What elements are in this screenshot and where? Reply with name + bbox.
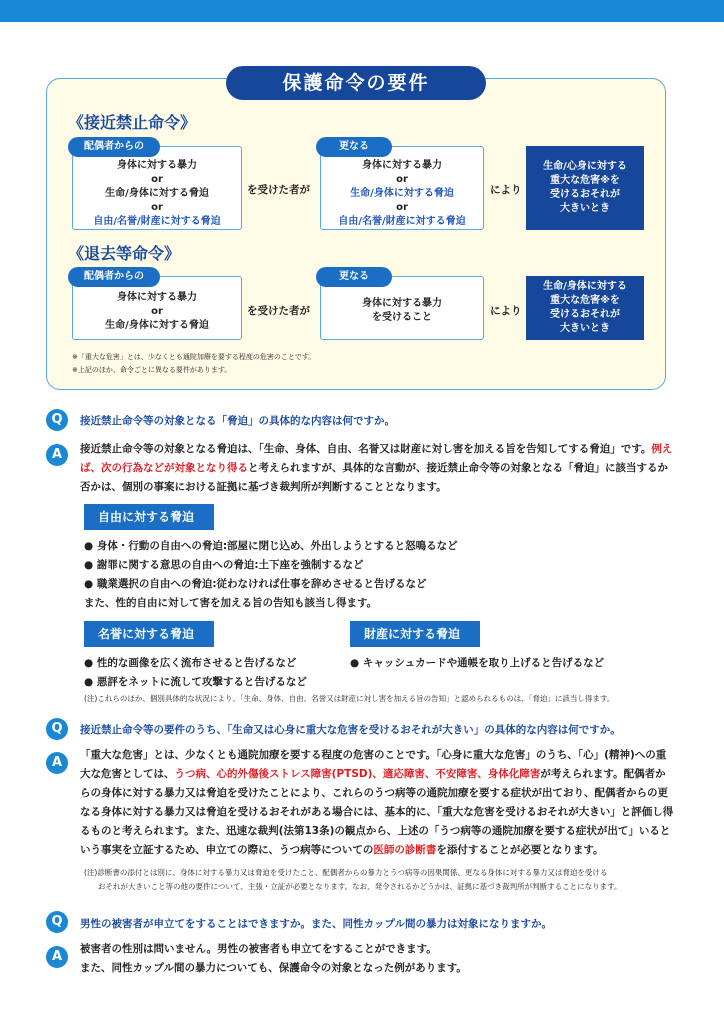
qa1-note: (注)これらのほか、個別具体的な状況により、「生命、身体、自由、名誉又は財産に対し害を加える旨の告知」と認められるものは、「脅迫」に該当し得ます。 <box>84 694 615 703</box>
approach-connector-1: を受けた者が <box>247 184 310 196</box>
qa1-answer-highlight: 例えば、次の行為などが対象となり得る <box>80 443 673 474</box>
qa1-answer <box>80 440 674 497</box>
qa2-answer-highlight: 医師の診断書 <box>373 844 437 856</box>
box-line: 生命/身体に対する脅迫 <box>350 188 454 199</box>
requirements-note-2: ※上記のほか、命令ごとに異なる要件があります。 <box>72 366 232 374</box>
qa3-answer-1: 被害者の性別は問いません。男性の被害者も申立てをすることができます。 <box>80 943 437 955</box>
requirements-title: 保護命令の要件 <box>226 66 486 100</box>
box-line: 自由/名誉/財産に対する脅迫 <box>93 216 221 227</box>
box-line: 自由/名誉/財産に対する脅迫 <box>338 216 466 227</box>
box-line: 身体に対する暴力 <box>117 292 197 303</box>
approach-box-2 <box>320 146 484 230</box>
result-line: 受けるおそれが <box>550 189 620 200</box>
qa3-question: 男性の被害者が申立てをすることはできますか。また、同性カップル間の暴力は対象になりますか。 <box>80 918 552 930</box>
box-line: or <box>396 202 408 213</box>
qa1-answer-part: と考えられますが、具体的な言動が、接近禁止命令等の対象となる「脅迫」に該当するか否かは、個別の事案における証拠に基づき裁判所が判断することとなります。 <box>80 462 668 493</box>
eviction-result-box <box>526 276 644 340</box>
requirements-note-1: ※「重大な危害」とは、少なくとも通院加療を要する程度の危害のことです。 <box>72 353 316 361</box>
property-item: ● キャッシュカードや通帳を取り上げると告げるなど <box>350 657 605 669</box>
result-line: 重大な危害※を <box>550 175 620 186</box>
box-line: or <box>396 174 408 185</box>
q-badge-icon: Q <box>46 409 68 431</box>
approach-box-1 <box>72 146 242 230</box>
box-line: or <box>151 202 163 213</box>
box-line: 身体に対する暴力 <box>117 160 197 171</box>
honor-threat-tag: 名誉に対する脅迫 <box>84 621 214 647</box>
a-badge-icon: A <box>46 752 68 774</box>
qa2-answer <box>80 746 674 860</box>
q-badge-icon: Q <box>46 718 68 740</box>
eviction-connector-2: により <box>490 305 522 317</box>
qa2-answer-part: を添付することが必要となります。 <box>436 844 604 856</box>
approach-order-heading: 《接近禁止命令》 <box>68 113 197 132</box>
qa2-note-2: おそれが大きいこと等の他の要件について、主張・立証が必要となります。なお、発令されるかどうかは、証拠に基づき裁判所が判断することになります。 <box>98 882 622 891</box>
freedom-extra: また、性的自由に対して害を加える旨の告知も該当し得ます。 <box>84 597 378 609</box>
a-badge-icon: A <box>46 946 68 968</box>
result-line: 生命/心身に対する <box>543 161 627 172</box>
result-line: 生命/身体に対する <box>543 281 627 292</box>
q-badge-icon: Q <box>46 911 68 933</box>
freedom-threat-tag: 自由に対する脅迫 <box>84 504 214 530</box>
qa1-answer-part: 接近禁止命令等の対象となる脅迫は、「生命、身体、自由、名誉又は財産に対し害を加える旨を告知してする脅迫」です。 <box>80 443 652 455</box>
freedom-item: ● 職業選択の自由への脅迫:従わなければ仕事を辞めさせると告げるなど <box>84 578 427 590</box>
freedom-item: ● 身体・行動の自由への脅迫:部屋に閉じ込め、外出しようとすると怒鳴るなど <box>84 540 458 552</box>
eviction-box-2-label: 更なる <box>316 267 392 287</box>
qa2-answer-part: 「重大な危害」とは、少なくとも通院加療を要する程度の危害のことです。「心身に重大な危害」のうち、「心」(精神)への重大な危害としては、 <box>80 749 667 780</box>
property-threat-tag: 財産に対する脅迫 <box>350 621 480 647</box>
box-line: or <box>151 306 163 317</box>
eviction-box-1-label: 配偶者からの <box>68 267 160 287</box>
box-line: 生命/身体に対する脅迫 <box>105 188 209 199</box>
eviction-order-heading: 《退去等命令》 <box>68 244 181 263</box>
top-color-bar <box>0 0 724 22</box>
approach-result-box <box>526 146 644 230</box>
approach-connector-2: により <box>490 184 522 196</box>
approach-box-2-label: 更なる <box>316 137 392 157</box>
box-line: or <box>151 174 163 185</box>
box-line: を受けること <box>372 312 432 323</box>
qa2-answer-part: が考えられます。配偶者からの身体に対する暴力又は脅迫を受けたことにより、これらのうつ病等の通院加療を要する症状が出ており、配偶者からの更なる身体に対する暴力又は脅迫を受けるおそれがある場合には、基本的に、「重大な危害を受けるおそれが大きい」と評価し得るものと考えられます。また、迅速な裁判(法第13条)の観点から、上述の「うつ病等の通院加療を要する症状が出て」いるという事実を立証するため、申立ての際に、うつ病等についての <box>80 768 674 856</box>
approach-box-1-label: 配偶者からの <box>68 137 160 157</box>
result-line: 大きいとき <box>560 203 610 214</box>
eviction-connector-1: を受けた者が <box>247 305 310 317</box>
box-line: 身体に対する暴力 <box>362 298 442 309</box>
result-line: 受けるおそれが <box>550 309 620 320</box>
qa2-note-1: (注)診断書の添付とは別に、身体に対する暴力又は脅迫を受けたこと、配偶者からの暴力とうつ病等の因果関係、更なる身体に対する暴力又は脅迫を受ける <box>84 868 608 877</box>
qa2-answer-highlight: うつ病、心的外傷後ストレス障害(PTSD)、適応障害、不安障害、身体化障害 <box>174 768 541 780</box>
result-line: 重大な危害※を <box>550 295 620 306</box>
qa2-question: 接近禁止命令等の要件のうち、「生命又は心身に重大な危害を受けるおそれが大きい」の具体的な内容は何ですか。 <box>80 724 621 736</box>
qa1-question: 接近禁止命令等の対象となる「脅迫」の具体的な内容は何ですか。 <box>80 415 395 427</box>
freedom-item: ● 謝罪に関する意思の自由への脅迫:土下座を強制するなど <box>84 559 364 571</box>
box-line: 生命/身体に対する脅迫 <box>105 320 209 331</box>
qa3-answer-2: また、同性カップル間の暴力についても、保護命令の対象となった例があります。 <box>80 962 467 974</box>
box-line: 身体に対する暴力 <box>362 160 442 171</box>
honor-item: ● 性的な画像を広く流布させると告げるなど <box>84 657 297 669</box>
a-badge-icon: A <box>46 444 68 466</box>
result-line: 大きいとき <box>560 323 610 334</box>
honor-item: ● 悪評をネットに流して攻撃すると告げるなど <box>84 676 307 688</box>
